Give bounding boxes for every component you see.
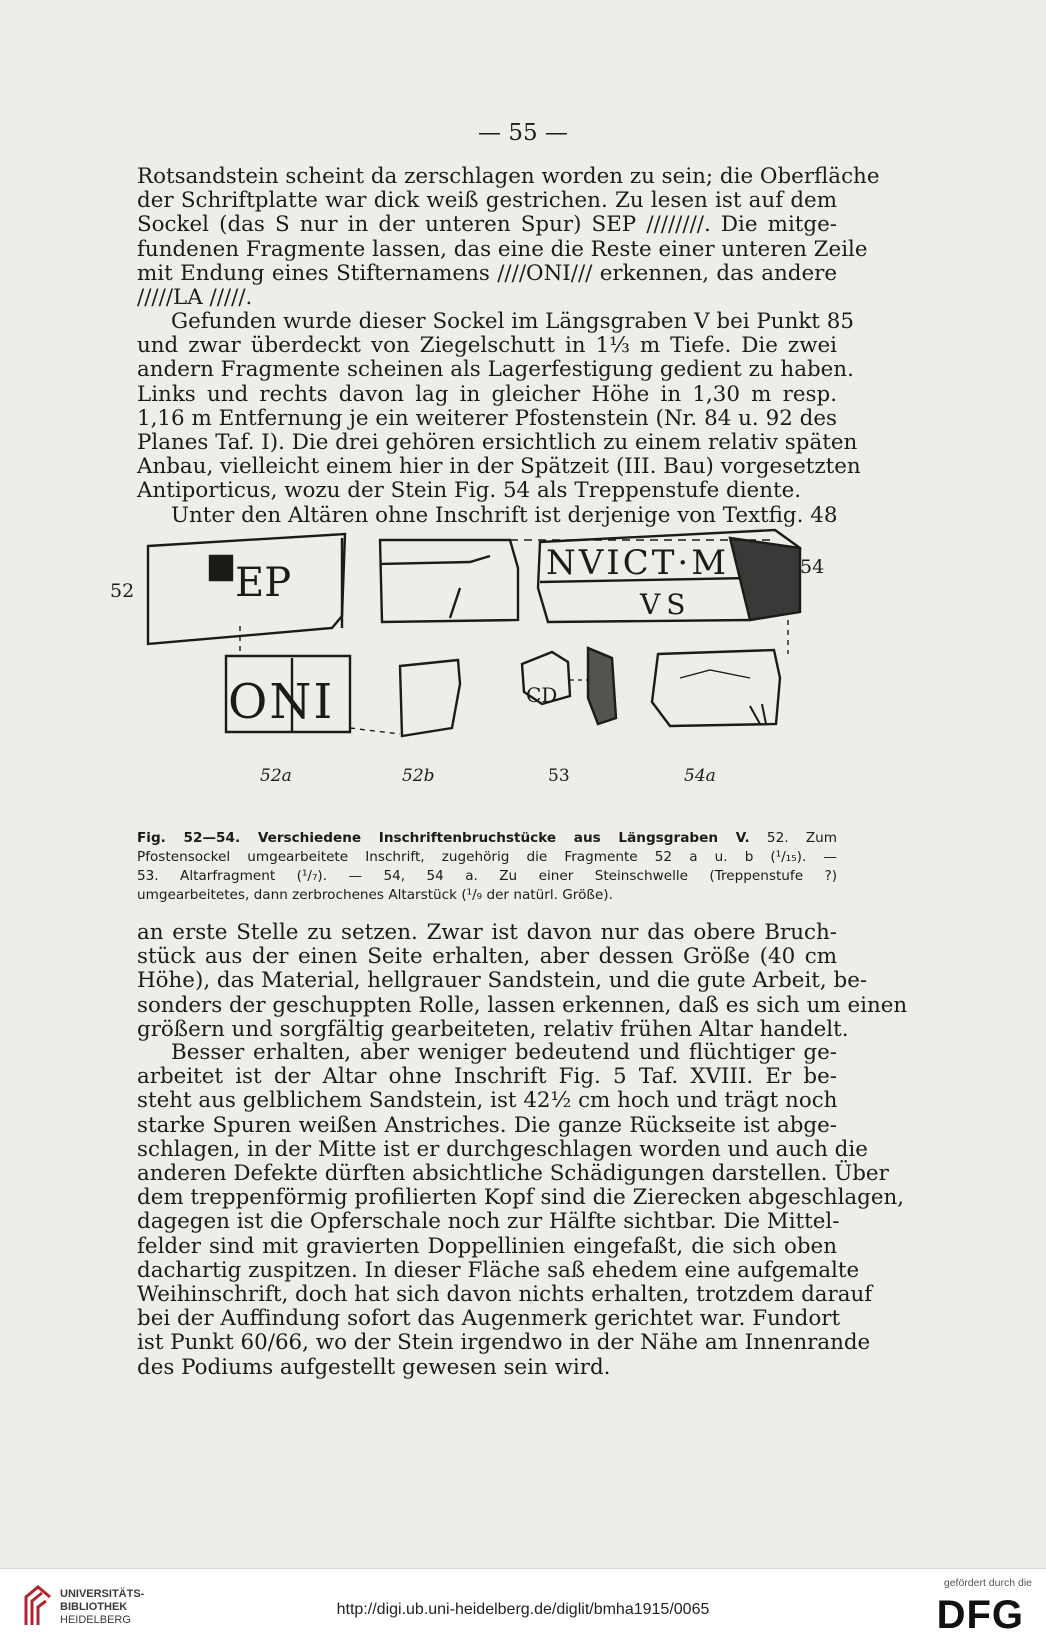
fragment-53-letters: CD [526,683,558,707]
text-line: Sockel (das S nur in der unteren Spur) SEP ////////. Die mitge- [137,212,837,238]
figure-label-54a: 54a [684,766,716,786]
caption-line: Pfostensockel umgearbeitete Inschrift, zugehörig die Fragmente 52 a u. b (¹/₁₅). — [137,849,837,865]
fragment-52b-crack [450,588,460,618]
text-line: dachartig zuspitzen. In dieser Fläche saß ehedem eine aufgemalte [137,1257,860,1283]
text-line: starke Spuren weißen Anstriches. Die ganze Rückseite ist abge- [137,1112,837,1138]
text-line: der Schriftplatte war dick weiß gestrichen. Zu lesen ist auf dem [137,188,837,214]
library-name-line-1: UNIVERSITÄTS- [60,1588,145,1600]
text-line: Antiporticus, wozu der Stein Fig. 54 als Treppenstufe diente. [137,478,802,504]
text-line: dem treppenförmig profilierten Kopf sind die Zierecken abgeschlagen, [137,1185,905,1211]
fragment-54-bottom-letters: VS [640,588,692,621]
text-line: bei der Auffindung sofort das Augenmerk gerichtet war. Fundort [137,1306,841,1332]
caption-line: 53. Altarfragment (¹/₇). — 54, 54 a. Zu einer Steinschwelle (Treppenstufe ?) [137,868,837,884]
figure-caption [137,829,837,905]
fragment-52b-outline [400,660,460,736]
figure-inscription-fragments [110,528,850,828]
text-line: Besser erhalten, aber weniger bedeutend und flüchtiger ge- [171,1040,837,1065]
fragments-drawing [110,528,850,828]
text-line: Links und rechts davon lag in gleicher Höhe in 1,30 m resp. [137,381,837,407]
text-line: 1,16 m Entfernung je ein weiterer Pfostenstein (Nr. 84 u. 92 des [137,405,837,431]
text-line: Planes Taf. I). Die drei gehören ersichtlich zu einem relativ späten [137,430,858,456]
text-line: felder sind mit gravierten Doppellinien eingefaßt, die sich oben [137,1233,837,1259]
fragment-54a-outline [652,650,780,726]
page-number: — 55 — [478,120,568,146]
fragment-52-damage [210,556,232,580]
paragraph-3 [137,920,908,1042]
text-line: Anbau, vielleicht einem hier in der Spätzeit (III. Bau) vorgesetzten [137,454,861,480]
paragraph-2 [137,309,861,528]
text-line: andern Fragmente scheinen als Lagerfestigung gedient zu haben. [137,357,854,383]
fragment-54a-letters [750,704,766,724]
text-line: anderen Defekte dürften absichtliche Schädigungen darstellen. Über [137,1161,889,1187]
text-line: des Podiums aufgestellt gewesen sein wird. [137,1354,611,1380]
paragraph-1 [137,164,880,311]
text-line: und zwar überdeckt von Ziegelschutt in 1⅓ m Tiefe. Die zwei [137,333,837,359]
permalink-url[interactable]: http://digi.ub.uni-heidelberg.de/diglit/bmha1915/0065 [336,1601,710,1618]
fragment-52a-letters: ONI [228,674,335,730]
figure-label-52: 52 [110,580,135,602]
text-line: fundenen Fragmente lassen, das eine die Reste einer unteren Zeile [137,236,868,262]
caption-line [137,829,837,848]
fragment-54-top-letters: NVICT·M [546,543,730,583]
fragment-52b-top-outline [380,540,518,622]
text-line: Rotsandstein scheint da zerschlagen worden zu sein; die Oberfläche [137,164,880,189]
fragment-53-profile [588,648,616,724]
text-line: Weihinschrift, doch hat sich davon nichts erhalten, trotzdem darauf [137,1282,873,1308]
caption-lead-rest: 52. Zum [749,830,838,846]
text-line: größern und sorgfältig gearbeiteten, relativ frühen Altar handelt. [137,1016,849,1042]
funding-note: gefördert durch die [943,1577,1032,1589]
text-line: stück aus der einen Seite erhalten, aber dessen Größe (40 cm [137,944,837,970]
fragment-52-letters: EP [235,560,292,606]
library-name-line-2: BIBLIOTHEK [60,1601,128,1613]
figure-label-52b: 52b [402,766,435,786]
caption-lead: Fig. 52—54. Verschiedene Inschriftenbruchstücke aus Längsgraben V. [137,830,750,846]
text-line: mit Endung eines Stifternamens ////ONI/// erkennen, das andere [137,260,837,286]
connector-52a-52b [350,728,400,734]
library-name-line-3: HEIDELBERG [60,1614,131,1626]
text-line: sonders der geschuppten Rolle, lassen erkennen, daß es sich um einen [137,992,908,1018]
text-line: Unter den Altären ohne Inschrift ist derjenige von Textfig. 48 [171,502,838,528]
figure-label-54: 54 [800,556,825,578]
text-line: an erste Stelle zu setzen. Zwar ist davon nur das obere Bruch- [137,920,837,945]
fragment-54a-marks [680,670,750,678]
dfg-logo: DFG [936,1593,1024,1637]
viewer-footer [0,1568,1046,1646]
text-line: steht aus gelblichem Sandstein, ist 42½ cm hoch und trägt noch [137,1088,838,1114]
fragment-52b-line [380,556,490,564]
text-line: Höhe), das Material, hellgrauer Sandstein, und die gute Arbeit, be- [137,968,868,994]
text-line: ist Punkt 60/66, wo der Stein irgendwo in der Nähe am Innenrande [137,1330,871,1356]
text-line: schlagen, in der Mitte ist er durchgeschlagen worden und auch die [137,1136,868,1162]
figure-label-53: 53 [548,766,570,786]
caption-line: umgearbeitetes, dann zerbrochenes Altarstück (¹/₉ der natürl. Größe). [137,887,613,903]
fragment-54-hatched-side [730,538,800,620]
paragraph-4 [137,1040,905,1380]
text-line: arbeitet ist der Altar ohne Inschrift Fig. 5 Taf. XVIII. Er be- [137,1064,837,1090]
text-line: /////LA /////. [137,285,253,311]
text-line: Gefunden wurde dieser Sockel im Längsgraben V bei Punkt 85 [171,309,854,334]
text-line: dagegen ist die Opferschale noch zur Hälfte sichtbar. Die Mittel- [137,1209,840,1235]
figure-label-52a: 52a [260,766,292,786]
